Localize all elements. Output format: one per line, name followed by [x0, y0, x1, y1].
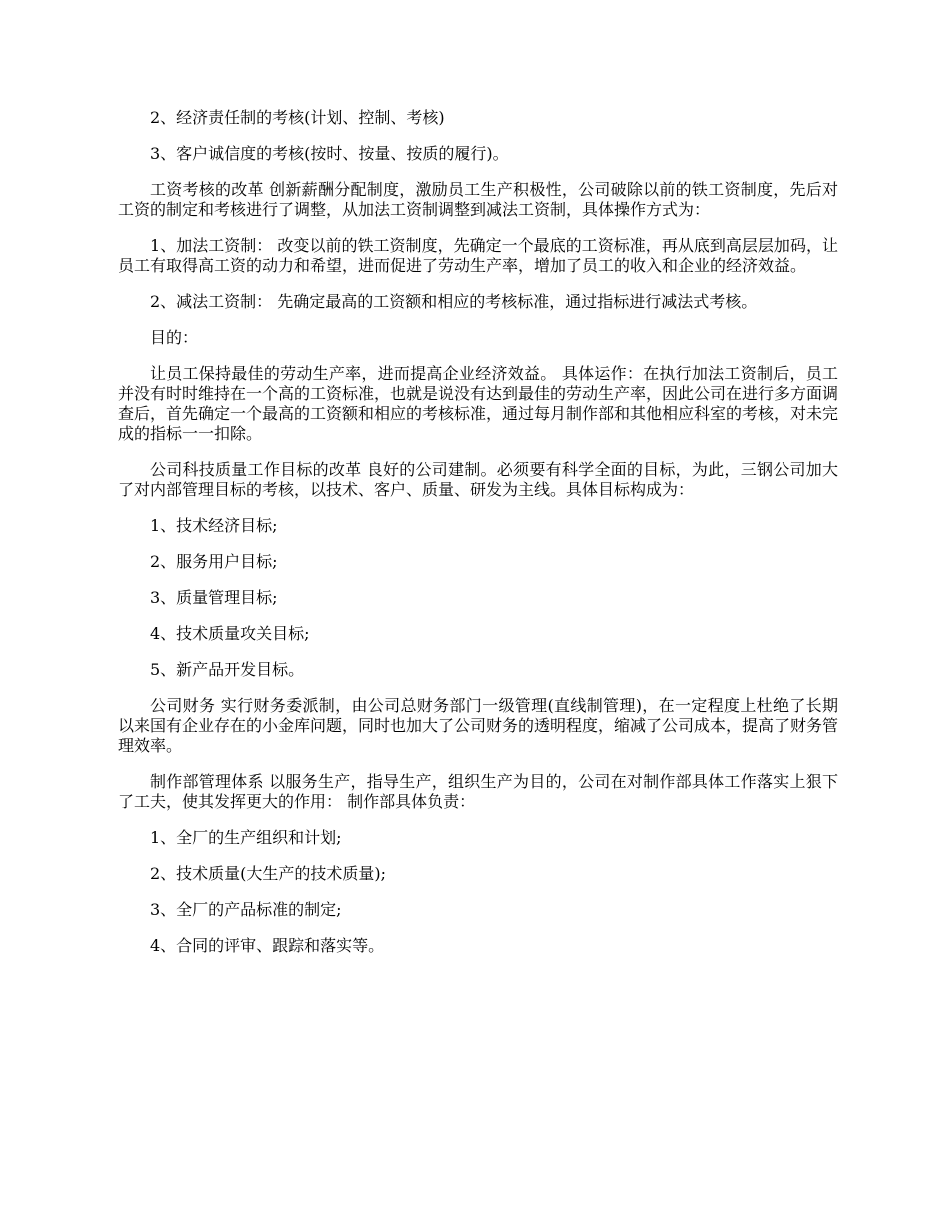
document-page: [118, 108, 838, 972]
list-item-8: 3、全厂的产品标准的制定;: [150, 900, 342, 919]
list-item-9: 4、合同的评审、跟踪和落实等。: [150, 936, 385, 955]
list-item-4: 4、技术质量攻关目标;: [150, 624, 310, 643]
list-item-1: 1、技术经济目标;: [150, 516, 278, 535]
list-item-5: 5、新产品开发目标。: [150, 660, 305, 679]
paragraph-4: 1、加法工资制： 改变以前的铁工资制度，先确定一个最底的工资标准，再从底到高层层加码，让员工有取得高工资的动力和希望，进而促进了劳动生产率，增加了员工的收入和企业的经济效益。: [118, 236, 838, 275]
paragraph-7: 让员工保持最佳的劳动生产率，进而提高企业经济效益。 具体运作：在执行加法工资制后，员工并没有时时维持在一个高的工资标准，也就是说没有达到最佳的劳动生产率，因此公司在进行多方面调查后，首先确定一个最高的工资额和相应的考核标准，通过每月制作部和其他相应科室的考核，对未完成的指标一一扣除。: [118, 364, 839, 443]
paragraph-2: 3、客户诚信度的考核(按时、按量、按质的履行)。: [150, 144, 509, 163]
list-item-2: 2、服务用户目标;: [150, 552, 278, 571]
paragraph-8: 公司科技质量工作目标的改革 良好的公司建制。必须要有科学全面的目标，为此，三钢公司加大了对内部管理目标的考核，以技术、客户、质量、研发为主线。具体目标构成为：: [118, 460, 838, 499]
list-item-7: 2、技术质量(大生产的技术质量);: [150, 864, 387, 883]
paragraph-5: 2、减法工资制： 先确定最高的工资额和相应的考核标准，通过指标进行减法式考核。: [150, 292, 758, 311]
paragraph-3: 工资考核的改革 创新薪酬分配制度，激励员工生产积极性，公司破除以前的铁工资制度，先后对工资的制定和考核进行了调整，从加法工资制调整到减法工资制，具体操作方式为：: [118, 180, 838, 219]
list-item-3: 3、质量管理目标;: [150, 588, 278, 607]
paragraph-6: 目的：: [150, 328, 199, 347]
paragraph-10: 制作部管理体系 以服务生产，指导生产，组织生产为目的，公司在对制作部具体工作落实上狠下了工夫，使其发挥更大的作用： 制作部具体负责：: [118, 772, 838, 811]
paragraph-1: 2、经济责任制的考核(计划、控制、考核): [150, 108, 445, 127]
paragraph-9: 公司财务 实行财务委派制，由公司总财务部门一级管理(直线制管理)，在一定程度上杜绝了长期以来国有企业存在的小金库问题，同时也加大了公司财务的透明程度，缩减了公司成本，提高了财务管理效率。: [118, 696, 839, 755]
list-item-6: 1、全厂的生产组织和计划;: [150, 828, 342, 847]
